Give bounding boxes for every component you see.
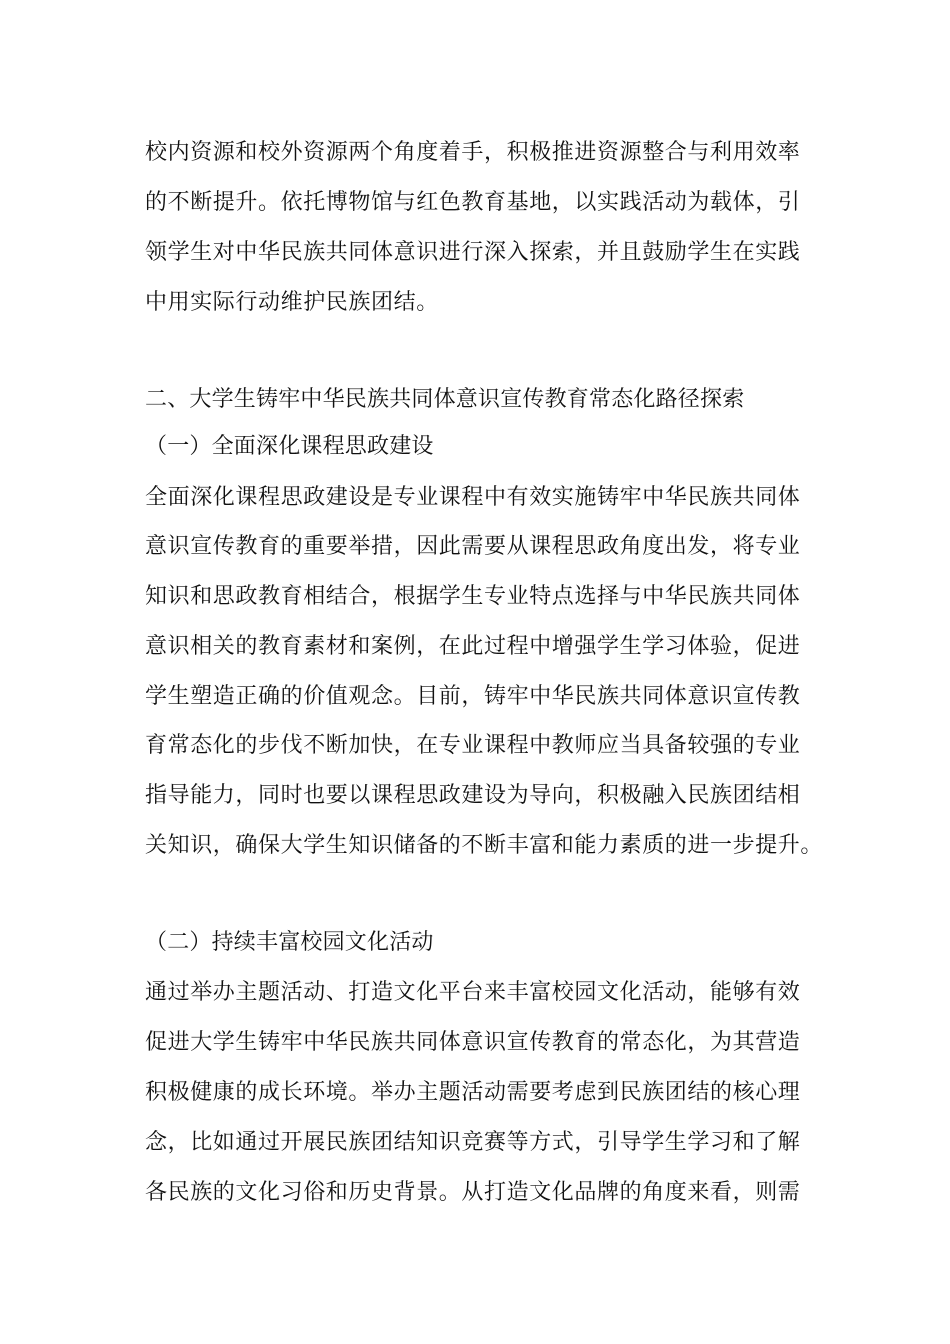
paragraph-line: 中用实际行动维护民族团结。 — [145, 290, 439, 315]
paragraph-line: 意识宣传教育的重要举措，因此需要从课程思政角度出发，将专业 — [145, 534, 801, 559]
paragraph-line: 关知识，确保大学生知识储备的不断丰富和能力素质的进一步提升。 — [145, 833, 824, 858]
paragraph-line: 念，比如通过开展民族团结知识竞赛等方式，引导学生学习和了解 — [145, 1130, 801, 1155]
paragraph-line: 学生塑造正确的价值观念。目前，铸牢中华民族共同体意识宣传教 — [145, 684, 801, 709]
paragraph-line: 校内资源和校外资源两个角度着手，积极推进资源整合与利用效率 — [145, 140, 801, 165]
paragraph-line: 全面深化课程思政建设是专业课程中有效实施铸牢中华民族共同体 — [145, 485, 801, 510]
paragraph-line: 领学生对中华民族共同体意识进行深入探索，并且鼓励学生在实践 — [145, 240, 801, 265]
paragraph-line: 育常态化的步伐不断加快，在专业课程中教师应当具备较强的专业 — [145, 733, 801, 758]
subsection-heading: （二）持续丰富校园文化活动 — [145, 930, 434, 955]
subsection-heading: （一）全面深化课程思政建设 — [145, 434, 434, 459]
paragraph-line: 指导能力，同时也要以课程思政建设为导向，积极融入民族团结相 — [145, 783, 801, 808]
paragraph-line: 各民族的文化习俗和历史背景。从打造文化品牌的角度来看，则需 — [145, 1180, 801, 1205]
paragraph-line: 意识相关的教育素材和案例，在此过程中增强学生学习体验，促进 — [145, 634, 801, 659]
paragraph-line: 积极健康的成长环境。举办主题活动需要考虑到民族团结的核心理 — [145, 1080, 801, 1105]
section-heading: 二、大学生铸牢中华民族共同体意识宣传教育常态化路径探索 — [145, 387, 745, 412]
paragraph-line: 知识和思政教育相结合，根据学生专业特点选择与中华民族共同体 — [145, 584, 801, 609]
paragraph-line: 的不断提升。依托博物馆与红色教育基地，以实践活动为载体，引 — [145, 190, 801, 215]
paragraph-line: 通过举办主题活动、打造文化平台来丰富校园文化活动，能够有效 — [145, 980, 801, 1005]
paragraph-line: 促进大学生铸牢中华民族共同体意识宣传教育的常态化，为其营造 — [145, 1030, 801, 1055]
